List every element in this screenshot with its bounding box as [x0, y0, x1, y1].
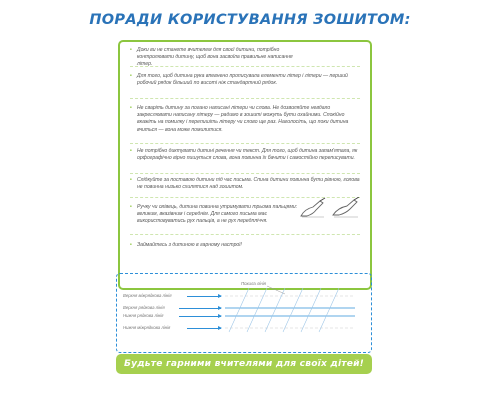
- writing-hand-icon: [330, 197, 362, 219]
- divider: [130, 143, 360, 144]
- tips-box: [118, 40, 372, 290]
- divider: [130, 98, 360, 99]
- line-label: Верхня міжрядкова лінія: [123, 293, 172, 298]
- divider: [130, 234, 360, 235]
- tip-item: [130, 204, 300, 226]
- arrow-icon: [187, 328, 221, 329]
- tip-item: [130, 73, 362, 87]
- tip-item: [130, 105, 362, 134]
- tip-item: [130, 148, 362, 162]
- tip-text: • Ручку чи олівець, дитина повинна утримувати трьома пальцями: великим, вказівним і середнім. Для самого письма має використовуватись рух пальців, а не рух передпліччя.: [130, 204, 300, 226]
- tip-item: [130, 177, 362, 191]
- motto-banner: Будьте гарними вчителями для своїх дітей!: [116, 354, 372, 374]
- divider: [130, 66, 360, 67]
- line-guide: [116, 273, 372, 353]
- arrow-icon: [179, 308, 221, 309]
- page-title: ПОРАДИ КОРИСТУВАННЯ ЗОШИТОМ:: [89, 12, 411, 28]
- tip-text: • Займайтесь з дитиною в гарному настрої!: [130, 242, 362, 249]
- line-label: Нижня рядкова лінія: [123, 313, 164, 318]
- tip-text: • Для того, щоб дитина рука впевнено прописувала елементи літер і літери — перший робочий рядок більший по висоті ніж стандартний рядок.: [130, 73, 362, 87]
- line-label: Верхня рядкова лінія: [123, 305, 165, 310]
- tip-item: [130, 242, 362, 249]
- tip-text: • Не сваріть дитину за погано написані літери чи слова. Не дозволяйте невдало закреслювати написану літеру — радимо в зошиті можуть бути охайними. Спокійно вкажіть на помилку і перепишіть літеру чи слово ще раз. Наголосіть, що поки дитина вчиться — вона може помилитися.: [130, 105, 362, 134]
- divider: [130, 173, 360, 174]
- writing-hand-icon: [298, 197, 328, 219]
- slope-line-label: Похила лінія: [241, 281, 266, 286]
- tip-text: • Слідкуйте за поставою дитини під час письма. Спина дитини повинна бути рівною, голова не повинна низько схилятися над зошитом.: [130, 177, 362, 191]
- line-label: Нижня міжрядкова лінія: [123, 325, 171, 330]
- tip-text: • Не потрібно диктувати дитині речення чи текст. Для того, щоб дитина запам'ятала, як орфографічно вірно пишуться слова, вона повинна їх бачити і самостійно переписувати.: [130, 148, 362, 162]
- arrow-icon: [179, 316, 221, 317]
- tip-text: • Доки ви не станете вчителем для своєї дитини, потрібно контролювати дитину, щоб вона засвоїла правильне написання літер.: [130, 47, 302, 69]
- arrow-icon: [187, 296, 221, 297]
